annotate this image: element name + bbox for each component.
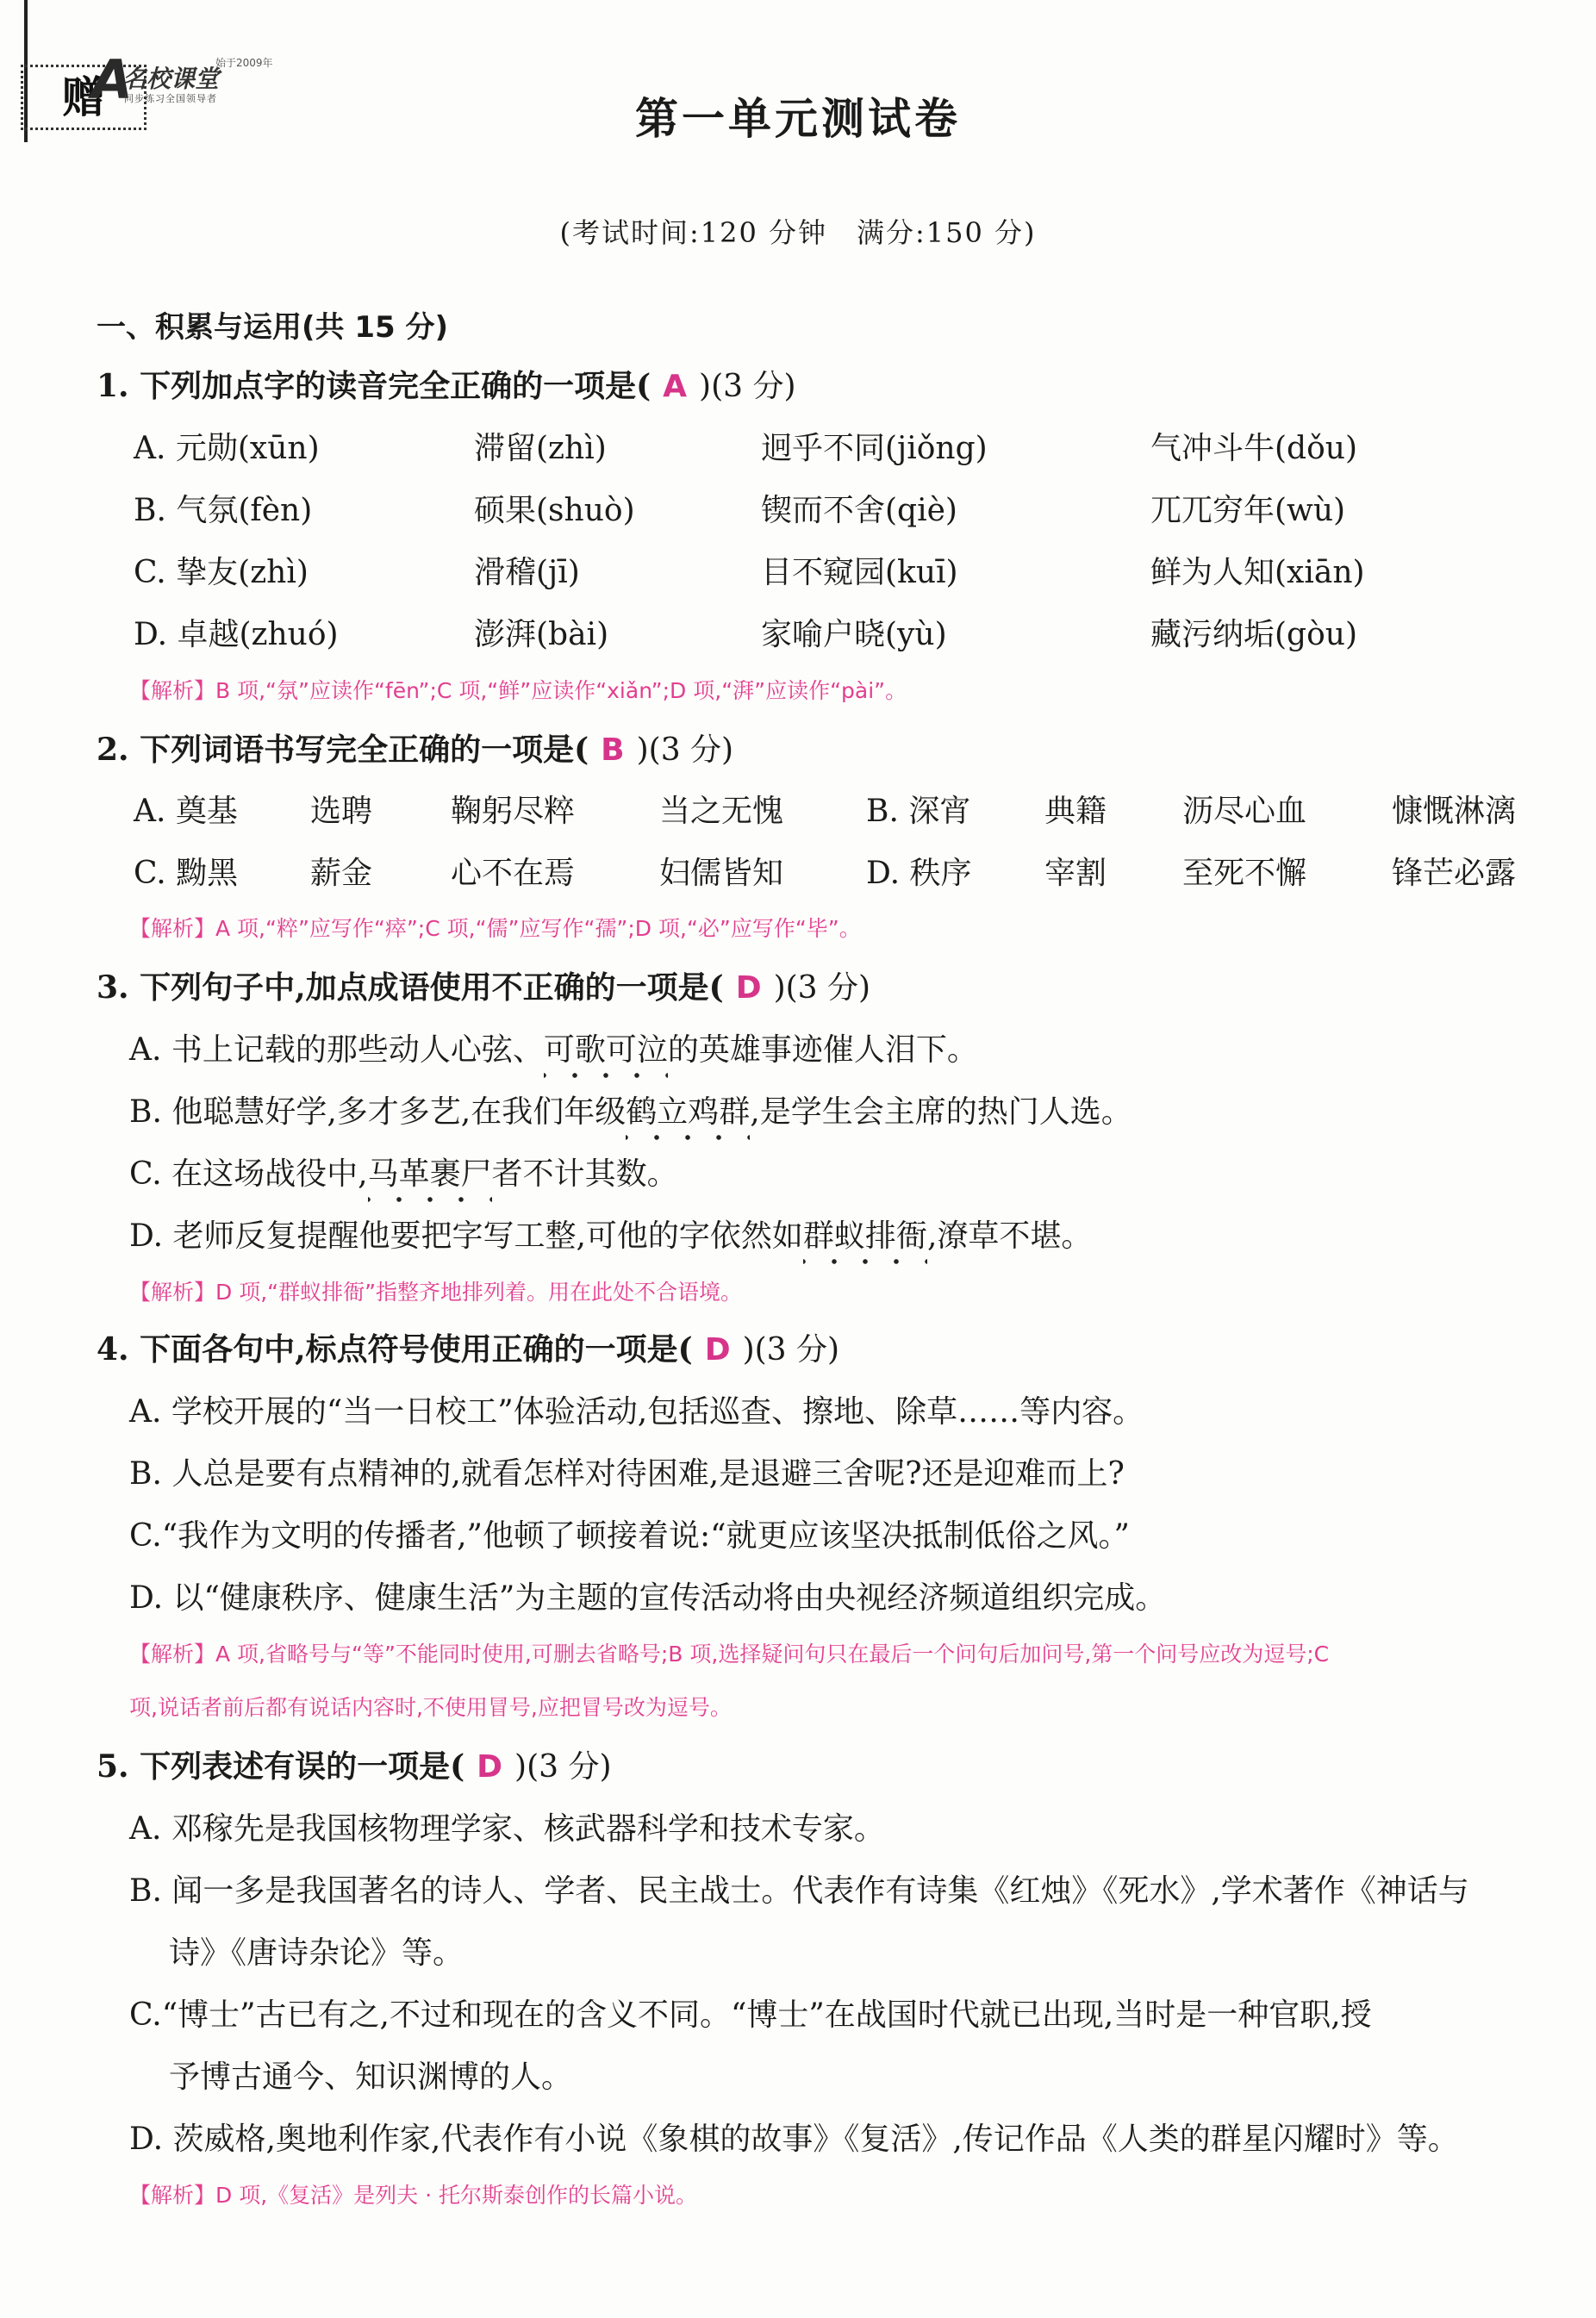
q4-option-b: B. 人总是要有点精神的,就看怎样对待困难,是退避三舍呢?还是迎难而上? — [129, 1456, 1125, 1492]
q2-r2-7: 至死不懈 — [1182, 856, 1307, 891]
q2-r1-3: 鞠躬尽粹 — [451, 794, 576, 829]
q3-option-b — [129, 1087, 1132, 1131]
q3-option-d — [129, 1212, 1092, 1256]
q3-c-pre: C. 在这场战役中, — [129, 1156, 368, 1192]
q1-a-4: 气冲斗牛(dǒu) — [1150, 431, 1357, 466]
q3-c-post: 者不计其数。 — [491, 1156, 678, 1192]
q4-option-a: A. 学校开展的“当一日校工”体验活动,包括巡查、擦地、除草……等内容。 — [129, 1394, 1144, 1430]
question-1-prefix: 1. 下列加点字的读音完全正确的一项是( — [97, 368, 651, 404]
q5-option-a: A. 邓稼先是我国核物理学家、核武器科学和技术专家。 — [129, 1811, 885, 1847]
q5-option-c: C.“博士”古已有之,不过和现在的含义不同。“博士”在战国时代就已出现,当时是一种官职,授 — [129, 1997, 1372, 2033]
q2-r1-6: 典籍 — [1044, 794, 1107, 829]
q3-d-pre: D. 老师反复提醒他要把字写工整,可他的字依然如 — [129, 1218, 803, 1254]
logo-mark: A — [91, 48, 133, 111]
logo-name: 名校课堂 — [122, 65, 220, 93]
question-5-answer: D — [477, 1749, 503, 1785]
q3-b-post: ,是学生会主席的热门人选。 — [750, 1094, 1132, 1130]
q1-b-3: 锲而不舍(qiè) — [761, 493, 957, 528]
q1-c-4: 鲜为人知(xiān) — [1150, 555, 1365, 590]
q1-a-2: 滞留(zhì) — [474, 431, 607, 466]
q1-c-2: 滑稽(jī) — [474, 555, 580, 590]
q3-a-pre: A. 书上记载的那些动人心弦、 — [129, 1032, 544, 1068]
q3-a-post: 的英雄事迹催人泪下。 — [667, 1032, 978, 1068]
q2-r2-3: 心不在焉 — [451, 856, 576, 891]
q1-c-3: 目不窥园(kuī) — [761, 555, 958, 590]
question-4-prefix: 4. 下面各句中,标点符号使用正确的一项是( — [97, 1331, 693, 1368]
q2-r1-1: A. 奠基 — [134, 794, 238, 829]
q1-d-4: 藏污纳垢(gòu) — [1150, 617, 1357, 652]
question-4-explanation-line2: 项,说话者前后都有说话内容时,不使用冒号,应把冒号改为逗号。 — [129, 1695, 732, 1720]
question-2-suffix: )(3 分) — [636, 732, 734, 768]
q3-b-idiom: 鹤立鸡群 — [626, 1087, 750, 1131]
q4-option-c: C.“我作为文明的传播者,”他顿了顿接着说:“就更应该坚决抵制低俗之风。” — [129, 1518, 1130, 1554]
question-3-answer: D — [735, 970, 762, 1006]
question-5-suffix: )(3 分) — [514, 1749, 612, 1785]
q2-r2-4: 妇儒皆知 — [659, 856, 784, 891]
q2-r1-2: 选聘 — [310, 794, 373, 829]
q3-option-a — [129, 1025, 978, 1069]
q3-c-idiom: 马革裹尸 — [368, 1150, 492, 1193]
q1-a-3: 迥乎不同(jiǒng) — [761, 431, 988, 466]
q5-option-b: B. 闻一多是我国著名的诗人、学者、民主战士。代表作有诗集《红烛》《死水》,学术著作《神话与 — [129, 1873, 1469, 1909]
q2-r1-8: 慷慨淋漓 — [1392, 794, 1517, 829]
q3-b-pre: B. 他聪慧好学,多才多艺,在我们年级 — [129, 1094, 627, 1130]
question-1-suffix: )(3 分) — [699, 369, 796, 404]
question-5-stem — [97, 1742, 612, 1786]
q1-d-2: 澎湃(bài) — [474, 617, 609, 652]
q2-r2-5: D. 秩序 — [866, 856, 972, 891]
question-3-explanation: 【解析】D 项,“群蚁排衙”指整齐地排列着。用在此处不合语境。 — [129, 1280, 743, 1305]
question-4-stem — [97, 1325, 839, 1369]
page-subtitle: (考试时间:120 分钟 满分:150 分) — [559, 216, 1037, 249]
q2-r1-4: 当之无愧 — [659, 794, 784, 829]
question-2-explanation: 【解析】A 项,“粹”应写作“瘁”;C 项,“儒”应写作“孺”;D 项,“必”应写作“毕”。 — [129, 916, 861, 941]
q2-r2-6: 宰割 — [1044, 856, 1107, 891]
section-title: 一、积累与运用(共 15 分) — [97, 310, 449, 345]
question-3-stem — [97, 963, 870, 1007]
q2-r2-8: 锋芒必露 — [1392, 856, 1517, 891]
q5-option-b-cont: 诗》《唐诗杂论》等。 — [169, 1935, 464, 1971]
question-2-answer: B — [601, 732, 625, 768]
logo-since: 始于2009年 — [215, 57, 273, 69]
q3-d-post: ,潦草不堪。 — [926, 1218, 1093, 1254]
question-5-prefix: 5. 下列表述有误的一项是( — [97, 1748, 465, 1785]
q1-b-1: B. 气氛(fèn) — [134, 493, 313, 528]
q1-d-1: D. 卓越(zhuó) — [134, 617, 339, 652]
q2-r1-5: B. 深宵 — [866, 794, 971, 829]
question-4-explanation-line1: 【解析】A 项,省略号与“等”不能同时使用,可删去省略号;B 项,选择疑问句只在最后一个问句后加问号,第一个问号应改为逗号;C — [129, 1642, 1330, 1667]
q1-a-1: A. 元勋(xūn) — [134, 431, 320, 466]
question-4-suffix: )(3 分) — [742, 1332, 840, 1368]
question-3-prefix: 3. 下列句子中,加点成语使用不正确的一项是( — [97, 969, 724, 1006]
q2-r1-7: 沥尽心血 — [1182, 794, 1307, 829]
question-2-stem — [97, 726, 733, 770]
page-title: 第一单元测试卷 — [635, 94, 961, 144]
q3-a-idiom: 可歌可泣 — [544, 1025, 668, 1069]
q2-r2-2: 薪金 — [310, 856, 373, 891]
q1-b-4: 兀兀穷年(wù) — [1150, 493, 1346, 528]
logo-slogan: 同步练习全国领导者 — [124, 93, 217, 104]
question-1-explanation: 【解析】B 项,“氛”应读作“fēn”;C 项,“鲜”应读作“xiǎn”;D 项,“湃”应读作“pài”。 — [129, 678, 907, 703]
q4-option-d: D. 以“健康秩序、健康生活”为主题的宣传活动将由央视经济频道组织完成。 — [129, 1580, 1167, 1616]
q1-c-1: C. 挚友(zhì) — [134, 555, 309, 590]
question-1-answer: A — [663, 369, 688, 404]
q3-option-c — [129, 1150, 678, 1193]
q5-option-d: D. 茨威格,奥地利作家,代表作有小说《象棋的故事》《复活》,传记作品《人类的群星闪耀时》等。 — [129, 2122, 1459, 2157]
gift-stamp: 赠 — [21, 65, 147, 130]
question-1-stem — [97, 362, 796, 406]
question-3-suffix: )(3 分) — [773, 970, 871, 1006]
question-2-prefix: 2. 下列词语书写完全正确的一项是( — [97, 732, 589, 768]
q1-d-3: 家喻户晓(yù) — [761, 617, 947, 652]
q1-b-2: 硕果(shuò) — [474, 493, 635, 528]
q2-r2-1: C. 黝黑 — [134, 856, 239, 891]
question-5-explanation: 【解析】D 项,《复活》是列夫 · 托尔斯泰创作的长篇小说。 — [129, 2183, 697, 2208]
question-4-answer: D — [704, 1332, 731, 1368]
q3-d-idiom: 群蚁排衙 — [803, 1212, 927, 1256]
q5-option-c-cont: 予博古通今、知识渊博的人。 — [169, 2059, 573, 2095]
